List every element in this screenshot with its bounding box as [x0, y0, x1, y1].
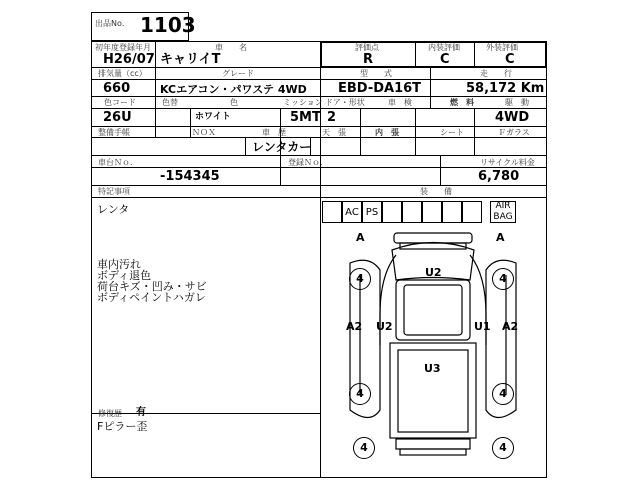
damage-u2-left: U2	[376, 320, 393, 333]
note-line2: 車内汚れ	[97, 258, 141, 271]
grade-label: グレード	[222, 69, 254, 78]
interior-value: C	[440, 52, 450, 67]
model-value: EBD-DA16T	[338, 81, 422, 96]
damage-circle-4: 4	[492, 383, 514, 405]
manual-label: 整備手帳	[98, 128, 130, 137]
displacement-label: 排気量（cc）	[98, 69, 147, 78]
mileage-value: 58,172 Km	[466, 81, 545, 96]
car-name-label: 車 名	[215, 43, 247, 52]
damage-u1-right: U1	[474, 320, 491, 333]
equipment-slot-4	[382, 201, 402, 223]
color-label: 色	[230, 98, 238, 107]
color-code-label: 色コード	[104, 98, 136, 107]
repair-label: 修復歴	[98, 409, 122, 418]
note-line5: ボディペイントハガレ	[97, 291, 206, 304]
notes-label: 特記事項	[98, 187, 130, 196]
recycle-value: 6,780	[478, 169, 520, 184]
equipment-slot-8	[462, 201, 482, 223]
color-change-label: 色替	[162, 98, 178, 107]
equipment-ps: PS	[362, 201, 382, 223]
interior-label: 内装評価	[428, 43, 460, 52]
fuel-label: 燃 料	[450, 98, 474, 107]
equipment-slot-7	[442, 201, 462, 223]
model-label: 型 式	[360, 69, 392, 78]
damage-a2-left: A2	[346, 320, 363, 333]
chassis-label: 車台Ｎｏ．	[98, 158, 138, 167]
doors-label: ドア・形状	[325, 98, 365, 107]
exterior-label: 外装評価	[486, 43, 518, 52]
lot-label: 出品No．	[95, 19, 130, 28]
recycle-label: リサイクル料金	[480, 158, 535, 167]
nox-label: ＮＯＸ	[192, 128, 216, 137]
inspection-label: 車 検	[388, 98, 412, 107]
interior-trim-label: 内 張	[375, 128, 399, 137]
drive-label: 駆 動	[505, 98, 529, 107]
car-name-value: キャリイT	[160, 52, 221, 67]
doors-value: 2	[327, 110, 337, 125]
repair-note: Fピラー歪	[97, 420, 148, 433]
mission-value: 5MT	[290, 110, 321, 125]
equipment-label: 装 備	[420, 187, 452, 196]
note-line4: 荷台キズ・凹み・サビ	[97, 280, 207, 293]
damage-a-left: A	[356, 231, 365, 244]
damage-circle-1: 4	[349, 268, 371, 290]
roof-label: 天 張	[322, 128, 346, 137]
equipment-airbag: AIR BAG	[490, 201, 516, 223]
glass-label: Ｆガラス	[498, 128, 530, 137]
mission-label: ミッション	[283, 98, 323, 107]
damage-circle-5: 4	[353, 437, 375, 459]
note-line3: ボディ退色	[97, 269, 152, 282]
first-reg-value: H26/07	[103, 52, 155, 67]
chassis-value: -154345	[160, 169, 220, 184]
damage-circle-2: 4	[492, 268, 514, 290]
history-label: 車 歴	[262, 128, 286, 137]
mileage-label: 走 行	[480, 69, 512, 78]
seat-label: シート	[440, 128, 464, 137]
equipment-ac: AC	[342, 201, 362, 223]
damage-circle-6: 4	[492, 437, 514, 459]
equipment-slot-5	[402, 201, 422, 223]
score-value: R	[363, 52, 374, 67]
lot-number: 1103	[140, 13, 196, 37]
grade-value: KCエアコン・パワステ 4WD	[160, 83, 307, 96]
damage-circle-3: 4	[349, 383, 371, 405]
damage-a-right: A	[496, 231, 505, 244]
score-label: 評価点	[355, 43, 379, 52]
repair-value: 有	[136, 407, 146, 418]
equipment-slot-6	[422, 201, 442, 223]
color-value: ホワイト	[195, 112, 231, 122]
truck-diagram	[320, 225, 546, 475]
color-code-value: 26U	[103, 110, 132, 125]
note-line1: レンタ	[97, 203, 130, 216]
damage-u2-top: U2	[425, 266, 442, 279]
first-reg-label: 初年度登録年月	[95, 43, 151, 52]
registration-label: 登録Ｎｏ．	[288, 158, 328, 167]
history-value: レンタカー	[252, 140, 312, 154]
damage-a2-right: A2	[502, 320, 519, 333]
damage-u3: U3	[424, 362, 441, 375]
exterior-value: C	[505, 52, 515, 67]
drive-value: 4WD	[495, 110, 530, 125]
displacement-value: 660	[103, 81, 131, 96]
equipment-slot-1	[322, 201, 342, 223]
